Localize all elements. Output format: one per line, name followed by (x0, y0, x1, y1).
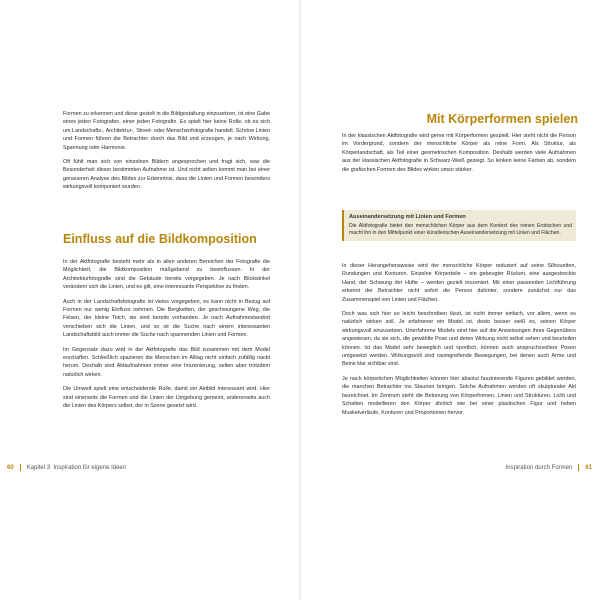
paragraph: Je nach körperlichen Möglichkeiten können hier absolut faszinierende Figuren gebildet werden, die manchen Betrachter ins Staunen bringen. Solche Aufnahmen werden oft skulpturaler Akt bezeichnet. Im Zentrum steht die Betonung von Körperformen, Linien und Strukturen. Licht und Schatten modellieren den Körper ähnlich wie bei einer plastischen Figur und heben Muskelverläufe, Konturen und Proportionen hervor. (342, 375, 576, 416)
paragraph: Auch in der Landschaftsfotografie ist vieles vorgegeben, es kann nicht in Bezug auf Formen nur wenig Einfluss nehmen. Die Bergketten, der geschwungene Weg, die Felsen, der kleine Teich, sie sind bereits vorhanden. Je nach Aufnahmestandort verschieben sich die Linien, und so ist die Suche nach einem interessanten Landschaftsbild auch immer die Suche nach spannenden Linien und Formen. (63, 298, 270, 339)
paragraph: Im Gegensatz dazu wird in der Aktfotografie das Bild zusammen mit dem Model erschaffen. Schließlich spazieren die Menschen im Alltag nicht einfach zufällig nackt herum. Deshalb sind Aktaufnahmen immer eine Inszenierung, selten aber trotzdem natürlich wirken. (63, 346, 270, 378)
paragraph: Die Umwelt spielt eine entscheidende Rolle, damit ein Aktbild interessant wird. Hier sind einerseits die Formen und die Linien der Umgebung gemeint, andererseits auch die Linien des Körpers selbst, der in Szene gesetzt wird. (63, 386, 270, 410)
page-footer (506, 464, 592, 472)
footer-divider (20, 464, 21, 471)
right-column-bottom (342, 262, 576, 423)
right-column-top (342, 132, 576, 180)
page-number: 61 (585, 465, 592, 472)
page-number: 60 (7, 465, 14, 472)
info-box-title: Auseinandersetzung mit Linien und Formen (349, 214, 466, 220)
paragraph: Doch was sich hier so leicht beschreiben lässt, ist nicht immer einfach, vor allem, wenn es natürlich wirken soll. Je erfahrener ein Model ist, desto besser weiß es, seinen Körper wirkungsvoll einzusetzen. Unerfahrene Models sind hier auf die Anweisungen ihres Gegenübers angewiesen, da sie sich, die gewählte Pose und deren Wirkung nicht selbst sehen und beurteilen können. Ist das Model sehr beweglich und sportlich, können auch anspruchsvollere Posen umgesetzt werden. Wirkungsvoll sind raumgreifende Bewegungen, bei denen auch Arme und Beine klar sichtbar sind. (342, 311, 576, 368)
left-column-bottom (63, 258, 270, 417)
paragraph: In der klassischen Aktfotografie wird gerne mit Körperformen gespielt. Hier steht nicht die Person im Vordergrund, sondern der menschliche Körper als reine Form. Als Struktur, als Körperlandschaft, als Teil einer geometrischen Komposition. Deshalb werden viele Aufnahmen aus der klassischen Aktfotografie in Schwarz-Weiß gezeigt. So lenken keine Farben ab, sondern die grafischen Formen des Bildes wirken umso stärker. (342, 133, 576, 173)
footer-title: Inspiration durch Formen (505, 465, 573, 472)
info-box (342, 210, 576, 241)
paragraph: In der Aktfotografie besteht mehr als in allen anderen Bereichen der Fotografie die Möglichkeit, die Bildkomposition maßgebend zu beeinflussen. In der Architekturfotografie sind die Gebäude bereits vorgegeben. Je nach Blickwinkel verändern sich die Linien, und es gilt, eine interessante Perspektive zu finden. (63, 259, 270, 291)
paragraph: In dieser Herangehensweise wird der menschliche Körper reduziert auf seine Silhouetten, Rundungen und Konturen. Einzelne Körperteile – ein gebeugter Rücken, eine ausgestreckte Hand, der Schwung der Hüfte – werden gezielt inszeniert. Mit einer passenden Lichtführung erkennt der Betrachter nicht sofort die Person dahinter, sondern zunächst nur das Zusammenspiel von Linien und Flächen. (342, 263, 576, 303)
chapter-label: Kapitel 3 (26, 465, 51, 472)
right-page (301, 0, 600, 600)
footer-divider (578, 464, 579, 471)
section-heading: Einfluss auf die Bildkomposition (63, 232, 257, 246)
paragraph: Formen zu erkennen und diese gezielt in die Bildgestaltung einzusetzen, ist eine Gabe eines jeden Fotografen, einer jeden Fotografin. Es spielt hier keine Rolle, ob es sich um Landschafts-, Architektur-, Street- oder Menschenfotografie handelt. Schöne Linien und Formen führen die Betrachter durch das Bild und erzeugen, je nach Wirkung, Spannung oder Harmonie. (63, 111, 270, 151)
chapter-title: Inspiration für eigene Ideen (53, 465, 127, 472)
info-box-text: Die Aktfotografie bietet den menschlichen Körper aus dem Kontext des reinen Erotischen und macht ihn in den Mittelpunkt einer künstlerischen Auseinandersetzung mit Linien und Flächen. (349, 223, 572, 237)
left-column-top (63, 110, 270, 198)
paragraph: Oft fühlt man sich von einzelnen Bildern angesprochen und fragt sich, was die Besonderheit dieser bestimmten Aufnahme ist. Und nicht selten kommt man bei einer genaueren Analyse des Bildes zur Erkenntnis, dass die Linien und Formen besonders wirkungsvoll komponiert wurden. (63, 159, 270, 191)
page-footer (7, 464, 126, 472)
left-page (0, 0, 299, 600)
section-heading: Mit Körperformen spielen (426, 112, 578, 126)
